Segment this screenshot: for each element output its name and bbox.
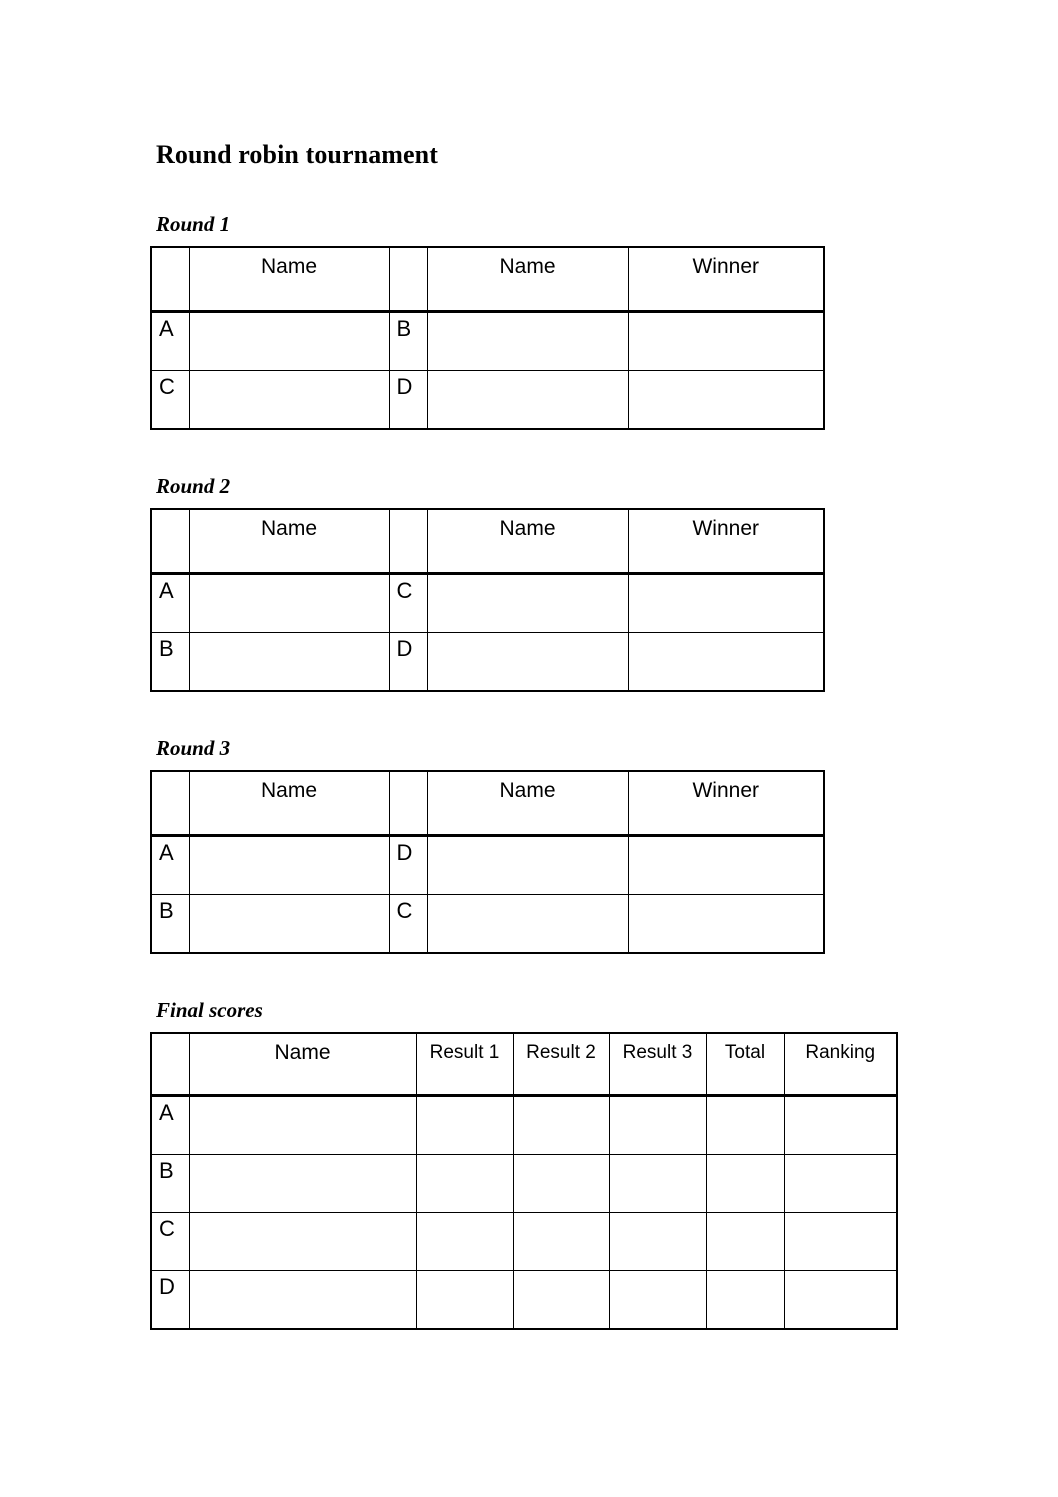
row-left-letter: B (151, 633, 189, 692)
column-header-right-letter (389, 509, 427, 574)
cell-name[interactable] (189, 1213, 416, 1271)
table-row (151, 312, 824, 371)
table-row (151, 1155, 897, 1213)
cell-left-name[interactable] (189, 836, 389, 895)
cell-left-name[interactable] (189, 633, 389, 692)
row-left-letter: A (151, 312, 189, 371)
column-header-left-letter (151, 771, 189, 836)
table-header-row (151, 1033, 897, 1096)
cell-result-1[interactable] (416, 1271, 513, 1330)
column-header-right-letter (389, 247, 427, 312)
round-1-table (150, 246, 825, 430)
row-letter: C (151, 1213, 189, 1271)
cell-result-2[interactable] (513, 1096, 609, 1155)
cell-result-2[interactable] (513, 1271, 609, 1330)
row-left-letter: B (151, 895, 189, 954)
cell-result-3[interactable] (609, 1155, 706, 1213)
column-header-left-letter (151, 509, 189, 574)
column-header-winner: Winner (628, 247, 824, 312)
cell-total[interactable] (706, 1155, 784, 1213)
cell-result-2[interactable] (513, 1155, 609, 1213)
cell-winner[interactable] (628, 836, 824, 895)
spacer (150, 236, 910, 246)
cell-total[interactable] (706, 1271, 784, 1330)
round-3-table (150, 770, 825, 954)
cell-winner[interactable] (628, 312, 824, 371)
row-right-letter: D (389, 633, 427, 692)
column-header-winner: Winner (628, 509, 824, 574)
column-header-right-letter (389, 771, 427, 836)
spacer (150, 498, 910, 508)
column-header-right-name: Name (427, 771, 628, 836)
spacer (150, 170, 910, 212)
column-header-left-name: Name (189, 247, 389, 312)
row-letter: A (151, 1096, 189, 1155)
cell-ranking[interactable] (784, 1155, 897, 1213)
cell-total[interactable] (706, 1096, 784, 1155)
cell-ranking[interactable] (784, 1271, 897, 1330)
column-header-left-name: Name (189, 509, 389, 574)
table-header-row (151, 771, 824, 836)
cell-left-name[interactable] (189, 371, 389, 430)
table-row (151, 895, 824, 954)
column-header-right-name: Name (427, 247, 628, 312)
cell-result-3[interactable] (609, 1271, 706, 1330)
final-scores-table (150, 1032, 898, 1330)
column-header-name: Name (189, 1033, 416, 1096)
row-right-letter: D (389, 371, 427, 430)
cell-left-name[interactable] (189, 312, 389, 371)
cell-total[interactable] (706, 1213, 784, 1271)
row-letter: D (151, 1271, 189, 1330)
cell-ranking[interactable] (784, 1213, 897, 1271)
column-header-right-name: Name (427, 509, 628, 574)
row-right-letter: D (389, 836, 427, 895)
spacer (150, 954, 910, 998)
column-header-letter (151, 1033, 189, 1096)
column-header-left-letter (151, 247, 189, 312)
cell-right-name[interactable] (427, 574, 628, 633)
section-heading-round-2: Round 2 (156, 474, 231, 498)
document-body (150, 140, 910, 1330)
cell-winner[interactable] (628, 633, 824, 692)
section-heading-round-3: Round 3 (156, 736, 231, 760)
row-letter: B (151, 1155, 189, 1213)
row-right-letter: C (389, 574, 427, 633)
page-title: Round robin tournament (156, 140, 439, 169)
spacer (150, 760, 910, 770)
cell-right-name[interactable] (427, 312, 628, 371)
column-header-result-1: Result 1 (416, 1033, 513, 1096)
table-row (151, 1213, 897, 1271)
cell-left-name[interactable] (189, 574, 389, 633)
table-row (151, 633, 824, 692)
table-row (151, 371, 824, 430)
cell-right-name[interactable] (427, 836, 628, 895)
table-row (151, 836, 824, 895)
spacer (150, 1022, 910, 1032)
table-row (151, 1271, 897, 1330)
section-heading-final-scores: Final scores (156, 998, 263, 1022)
cell-right-name[interactable] (427, 371, 628, 430)
cell-result-3[interactable] (609, 1096, 706, 1155)
cell-name[interactable] (189, 1096, 416, 1155)
row-left-letter: C (151, 371, 189, 430)
round-2-table (150, 508, 825, 692)
cell-winner[interactable] (628, 371, 824, 430)
row-right-letter: C (389, 895, 427, 954)
column-header-result-2: Result 2 (513, 1033, 609, 1096)
cell-result-1[interactable] (416, 1096, 513, 1155)
section-heading-round-1: Round 1 (156, 212, 231, 236)
column-header-ranking: Ranking (784, 1033, 897, 1096)
column-header-left-name: Name (189, 771, 389, 836)
cell-result-1[interactable] (416, 1213, 513, 1271)
row-left-letter: A (151, 836, 189, 895)
column-header-winner: Winner (628, 771, 824, 836)
row-left-letter: A (151, 574, 189, 633)
spacer (150, 430, 910, 474)
table-header-row (151, 247, 824, 312)
column-header-total: Total (706, 1033, 784, 1096)
cell-ranking[interactable] (784, 1096, 897, 1155)
column-header-result-3: Result 3 (609, 1033, 706, 1096)
cell-result-3[interactable] (609, 1213, 706, 1271)
cell-winner[interactable] (628, 574, 824, 633)
cell-name[interactable] (189, 1271, 416, 1330)
table-row (151, 1096, 897, 1155)
table-header-row (151, 509, 824, 574)
cell-result-1[interactable] (416, 1155, 513, 1213)
cell-right-name[interactable] (427, 633, 628, 692)
cell-left-name[interactable] (189, 895, 389, 954)
cell-result-2[interactable] (513, 1213, 609, 1271)
spacer (150, 692, 910, 736)
cell-name[interactable] (189, 1155, 416, 1213)
cell-right-name[interactable] (427, 895, 628, 954)
table-row (151, 574, 824, 633)
cell-winner[interactable] (628, 895, 824, 954)
row-right-letter: B (389, 312, 427, 371)
